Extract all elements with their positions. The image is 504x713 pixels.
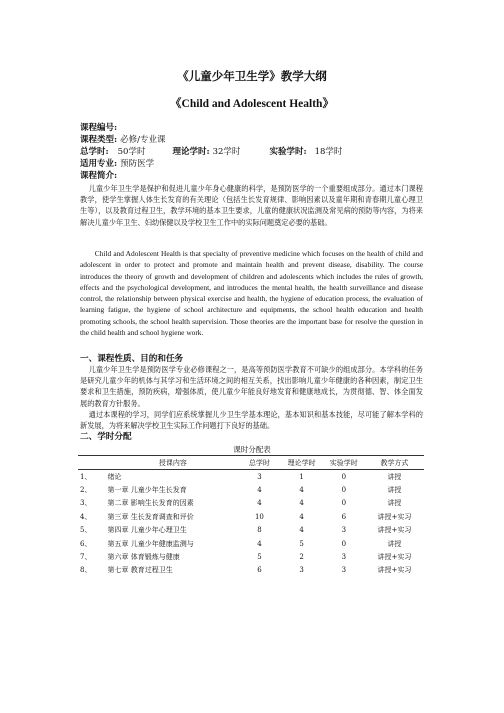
table-row xyxy=(78,537,424,550)
intro-paragraph-en: Child and Adolescent Health is that specialty of preventive medicine which focuses on the health of child and adolescent in order to protect and promote and maintain health and prevent disease, disability. The course introduces the theory of growth and development of children and adolescents which includes the rules of growth, effects and the psychological development, and introduces the mental health, the health surveillance and disease control, the relationship between physical exercise and health, the hygiene of education process, the evaluation of learning fatigue, the hygiene of school architecture and equipments, the school health education and health promoting schools, the school health supervision. Those theories are the important base for resolve the question in the child health and school hygiene work. xyxy=(80,249,423,338)
row-lab: 3 xyxy=(341,566,347,575)
intro-label-row xyxy=(80,170,117,182)
table-row xyxy=(78,497,424,510)
table-caption: 课时分配表 xyxy=(233,445,271,454)
row-number: 7、 xyxy=(80,553,92,562)
row-lab: 3 xyxy=(341,526,347,535)
hours-row xyxy=(80,146,342,158)
row-theory: 4 xyxy=(299,526,304,535)
section-1-paragraph-2: 通过本课程的学习，同学们应系统掌握儿少卫生学基本理论，基本知识和基本技能，尽可能了解本学科的新发展，为将来解决学校卫生实际工作问题打下良好的基础。 xyxy=(80,410,423,431)
row-lab: 6 xyxy=(341,512,347,521)
row-mode: 讲授+实习 xyxy=(377,526,412,535)
intro-label: 课程简介: xyxy=(80,171,118,181)
row-number: 6、 xyxy=(80,539,92,548)
table-row xyxy=(78,510,424,523)
row-lab: 0 xyxy=(341,486,347,495)
course-type-label: 课程类型: xyxy=(80,135,118,145)
row-theory: 1 xyxy=(299,472,304,481)
course-code-label: 课程编号: xyxy=(80,123,118,133)
row-number: 5、 xyxy=(80,526,92,535)
row-content: 第五章 儿童少年健康监测与 xyxy=(107,539,194,548)
row-lab: 0 xyxy=(341,472,347,481)
row-number: 8、 xyxy=(80,566,92,575)
theory-hours-label: 理论学时: xyxy=(172,147,210,157)
row-lab: 3 xyxy=(341,553,347,562)
row-theory: 4 xyxy=(299,512,304,521)
section-1-heading: 一、课程性质、目的和任务 xyxy=(80,354,184,364)
row-number: 2、 xyxy=(80,486,92,495)
row-theory: 5 xyxy=(299,539,304,548)
row-total: 5 xyxy=(257,553,262,562)
header-lab: 实验学时 xyxy=(323,456,365,470)
row-theory: 4 xyxy=(299,486,304,495)
row-total: 4 xyxy=(257,499,262,508)
lab-hours-label: 实验学时: xyxy=(269,147,307,157)
header-content: 授课内容 xyxy=(108,456,239,470)
document-title-cn: 《儿童少年卫生学》教学大纲 xyxy=(177,69,327,83)
row-mode: 讲授 xyxy=(387,539,402,548)
total-hours-label: 总学时: xyxy=(80,147,109,157)
major-label: 适用专业: xyxy=(80,159,118,169)
section-2-heading: 二、学时分配 xyxy=(80,432,132,442)
table-row xyxy=(78,550,424,563)
row-lab: 0 xyxy=(341,539,347,548)
table-row xyxy=(78,470,424,484)
course-code-row xyxy=(80,122,120,134)
header-number xyxy=(78,456,108,470)
header-theory: 理论学时 xyxy=(281,456,323,470)
row-total: 10 xyxy=(254,512,264,521)
row-content: 第七章 教育过程卫生 xyxy=(107,566,173,575)
row-total: 4 xyxy=(257,486,262,495)
row-mode: 讲授 xyxy=(387,486,402,495)
table-row xyxy=(78,483,424,496)
major-row xyxy=(80,158,154,170)
course-type-row xyxy=(80,134,166,146)
row-content: 第二章 影响生长发育的因素 xyxy=(107,499,194,508)
row-lab: 0 xyxy=(341,499,347,508)
total-hours-value: 50学时 xyxy=(117,147,146,157)
lab-hours-value: 18学时 xyxy=(314,147,343,157)
row-content: 绪论 xyxy=(107,472,122,481)
row-mode: 讲授 xyxy=(387,499,402,508)
row-theory: 3 xyxy=(299,566,304,575)
row-theory: 2 xyxy=(299,553,304,562)
table-row xyxy=(78,524,424,537)
theory-hours-value: 32学时 xyxy=(212,147,241,157)
row-mode: 讲授+实习 xyxy=(377,566,412,575)
header-mode: 教学方式 xyxy=(365,456,424,470)
row-number: 4、 xyxy=(80,512,92,521)
schedule-table xyxy=(78,455,424,577)
section-1-paragraph-1: 儿童少年卫生学是预防医学专业必修课程之一，是高等预防医学教育不可缺少的组成部分。本学科的任务是研究儿童少年的机体与其学习和生活环境之间的相互关系，找出影响儿童少年健康的各种因素，制定卫生要求和卫生措施，预防疾病，增强体质，使儿童少年能良好地发育和健康地成长，为贯彻德、智、体全面发展的教育方针服务。 xyxy=(80,365,423,408)
row-content: 第六章 体育锻炼与健康 xyxy=(107,553,180,562)
row-content: 第四章 儿童少年心理卫生 xyxy=(107,526,187,535)
row-total: 8 xyxy=(257,526,262,535)
row-total: 3 xyxy=(257,472,262,481)
row-total: 4 xyxy=(257,539,262,548)
major-value: 预防医学 xyxy=(120,159,155,169)
header-total: 总学时 xyxy=(238,456,280,470)
document-title-en: 《Child and Adolescent Health》 xyxy=(170,98,334,110)
table-row xyxy=(78,564,424,577)
table-header-row xyxy=(78,456,424,470)
intro-paragraph-cn: 儿童少年卫生学是保护和促进儿童少年身心健康的科学，是预防医学的一个重要组成部分。通过本门课程教学，使学生掌握人体生长发育的有关理论（包括生长发育规律、影响因素以及童年期和青春期儿童心理卫生等），以及教育过程卫生，教学环境的基本卫生要求，儿童的健康状况监测及常见病的预防等内容，为将来解决儿童少年卫生、妇幼保健以及学校卫生工作中的实际问题奠定必要的基础。 xyxy=(80,184,423,227)
row-mode: 讲授+实习 xyxy=(377,512,412,521)
row-total: 6 xyxy=(257,566,262,575)
row-mode: 讲授 xyxy=(387,472,402,481)
row-number: 1、 xyxy=(80,472,92,481)
row-content: 第一章 儿童少年生长发育 xyxy=(107,486,187,495)
row-number: 3、 xyxy=(80,499,92,508)
row-mode: 讲授+实习 xyxy=(377,553,412,562)
row-content: 第三章 生长发育调查和评价 xyxy=(107,512,194,521)
row-theory: 4 xyxy=(299,499,304,508)
course-type-value: 必修/专业课 xyxy=(120,135,166,145)
